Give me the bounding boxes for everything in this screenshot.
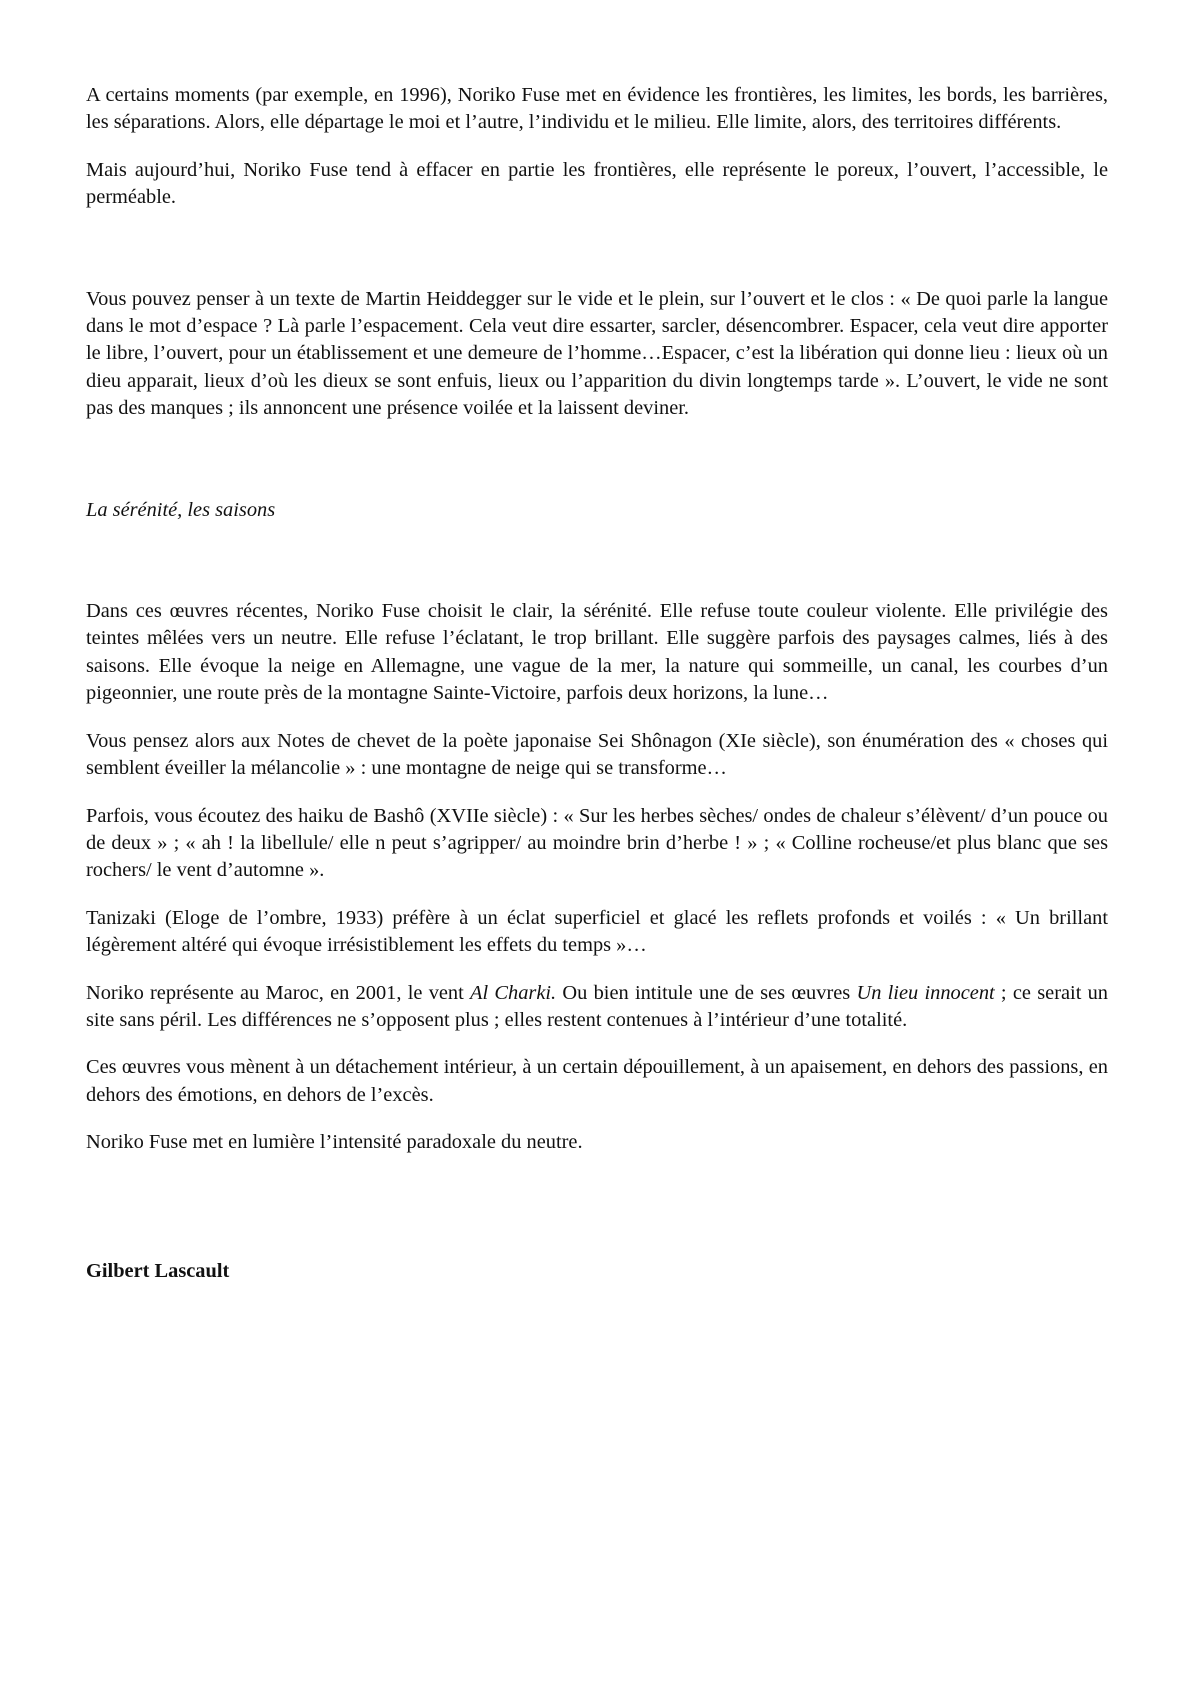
paragraph-basho: Parfois, vous écoutez des haiku de Bashô (XVIIe siècle) : « Sur les herbes sèches/ ondes de chaleur s’élèvent/ d’un pouce ou de deux » ; « ah ! la libellule/ elle n peut s’agripper/ au moindre brin d’herbe ! » ; « Colline rocheuse/et plus blanc que ses rochers/ le vent d’automne ». bbox=[86, 804, 1108, 882]
author-signature: Gilbert Lascault bbox=[86, 1259, 230, 1282]
paragraph-heidegger: Vous pouvez penser à un texte de Martin Heiddegger sur le vide et le plein, sur l’ouvert et le clos : « De quoi parle la langue dans le mot d’espace ? Là parle l’espacement. Cela veut dire essarter, sarcler, désencombrer. Espacer, cela veut dire apporter le libre, l’ouvert, pour un établissement et une demeure de l’homme…Espacer, c’est la libération qui donne lieu : lieux où un dieu apparait, lieux d’où les dieux se sont enfuis, lieux ou l’apparition du divin longtemps tarde ». L’ouvert, le vide ne sont pas des manques ; ils annoncent une présence voilée et la laissent deviner. bbox=[86, 287, 1108, 420]
paragraph-maroc-text-1: Noriko représente au Maroc, en 2001, le vent bbox=[86, 981, 471, 1004]
paragraph-maroc-text-3: ; ce serait un site sans péril. Les différences ne s’opposent plus ; elles restent contenues à l’intérieur d’une totalité. bbox=[86, 981, 1109, 1031]
paragraph-serenite: Dans ces œuvres récentes, Noriko Fuse choisit le clair, la sérénité. Elle refuse toute couleur violente. Elle privilégie des teintes mêlées vers un neutre. Elle refuse l’éclatant, le trop brillant. Elle suggère parfois des paysages calmes, liés à des saisons. Elle évoque la neige en Allemagne, une vague de la mer, la nature qui sommeille, un canal, les courbes d’un pigeonnier, une route près de la montagne Sainte-Victoire, parfois deux horizons, la lune… bbox=[86, 600, 1108, 705]
paragraph-shonagon: Vous pensez alors aux Notes de chevet de la poète japonaise Sei Shônagon (XIe siècle), son énumération des « choses qui semblent éveiller la mélancolie » : une montagne de neige qui se transforme… bbox=[86, 729, 1108, 780]
paragraph-frontieres: A certains moments (par exemple, en 1996), Noriko Fuse met en évidence les frontières, les limites, les bords, les barrières, les séparations. Alors, elle départage le moi et l’autre, l’individu et le milieu. Elle limite, alors, des territoires différents. bbox=[86, 84, 1108, 134]
paragraph-neutre: Noriko Fuse met en lumière l’intensité paradoxale du neutre. bbox=[86, 1131, 583, 1154]
paragraph-maroc bbox=[86, 980, 1108, 1035]
section-heading: La sérénité, les saisons bbox=[86, 498, 276, 521]
paragraph-maroc-italic-title-1: Al Charki. bbox=[470, 981, 557, 1004]
paragraph-detachement: Ces œuvres vous mènent à un détachement intérieur, à un certain dépouillement, à un apaisement, en dehors des passions, en dehors des émotions, en dehors de l’excès. bbox=[86, 1056, 1108, 1106]
paragraph-maroc-text-2: Ou bien intitule une de ses œuvres bbox=[556, 981, 857, 1004]
paragraph-maroc-italic-title-2: Un lieu innocent bbox=[856, 981, 995, 1004]
paragraph-tanizaki: Tanizaki (Eloge de l’ombre, 1933) préfère à un éclat superficiel et glacé les reflets profonds et voilés : « Un brillant légèrement altéré qui évoque irrésistiblement les effets du temps »… bbox=[86, 906, 1108, 957]
paragraph-poreux: Mais aujourd’hui, Noriko Fuse tend à effacer en partie les frontières, elle représente le poreux, l’ouvert, l’accessible, le perméable. bbox=[86, 158, 1108, 209]
